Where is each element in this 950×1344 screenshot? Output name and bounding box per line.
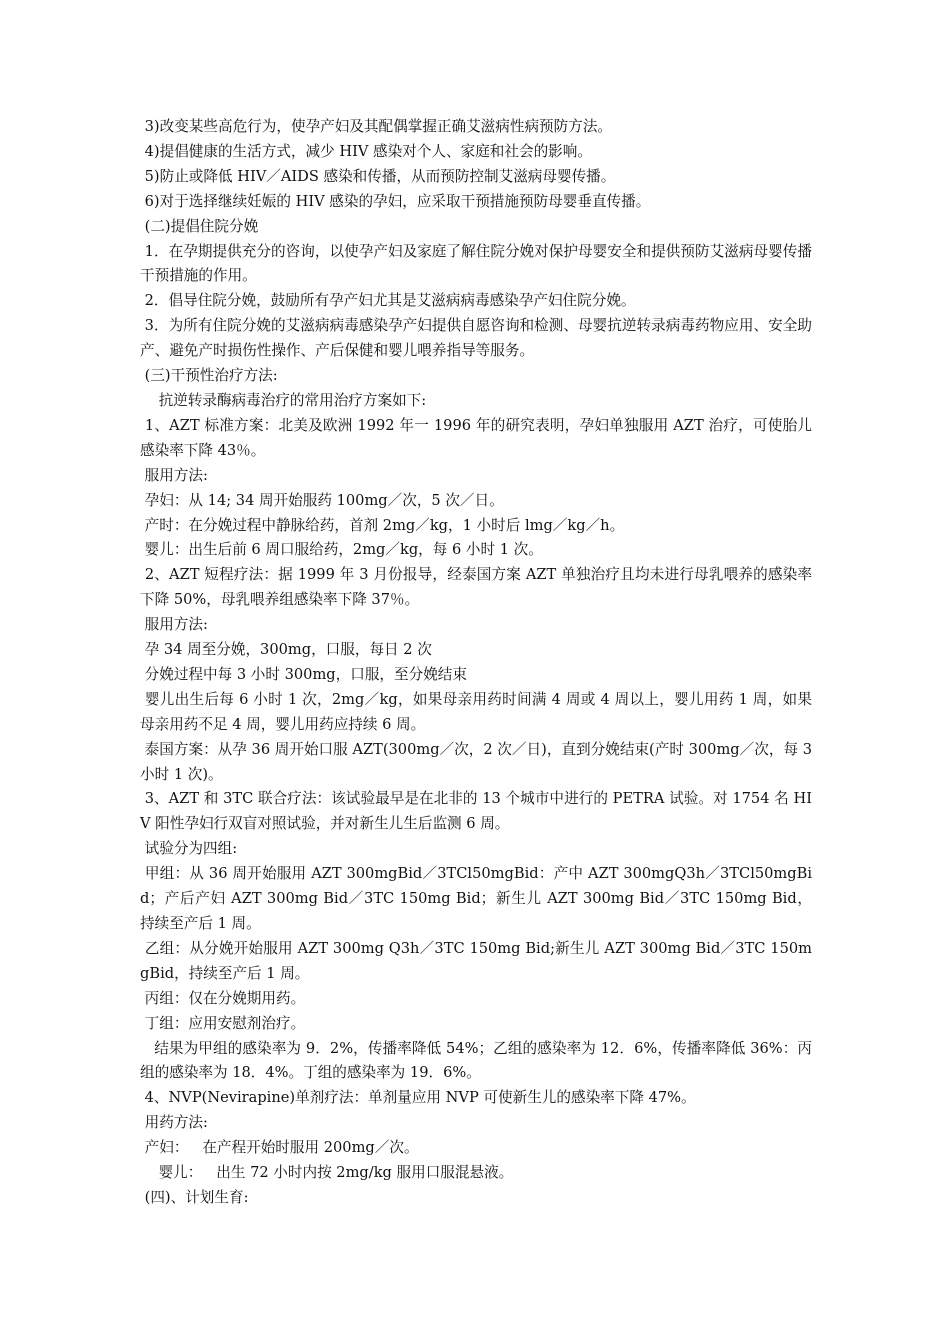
dosage-heading: 服用方法: [140, 616, 208, 634]
section-heading-family-planning: (四)、计划生育: [140, 1188, 249, 1206]
document-page [140, 115, 822, 1211]
thailand-regimen: 泰国方案：从孕 36 周开始口服 AZT(300mg／次，2 次／日)，直到分娩结束(产时 300mg／次，每 3 小时 1 次)。 [140, 740, 817, 783]
azt-standard-regimen: 1、AZT 标准方案：北美及欧洲 1992 年一 1996 年的研究表明，孕妇单独服用 AZT 治疗，可使胎儿感染率下降 43％。 [140, 416, 812, 459]
group-d: 丁组：应用安慰剂治疗。 [140, 1014, 306, 1032]
azt-short-course: 2、AZT 短程疗法：据 1999 年 3 月份报导，经泰国方案 AZT 单独治疗且均未进行母乳喂养的感染率下降 50%，母乳喂养组感染率下降 37％。 [140, 566, 813, 609]
dosage-pregnant: 孕妇：从 14; 34 周开始服药 100mg／次，5 次／日。 [140, 491, 504, 509]
medication-heading: 用药方法: [140, 1114, 208, 1132]
nvp-infant: 婴儿： 出生 72 小时内按 2mg/kg 服用口服混悬液。 [140, 1164, 514, 1182]
azt-3tc-combination: 3、AZT 和 3TC 联合疗法：该试验最早是在北非的 13 个城市中进行的 PETRA 试验。对 1754 名 HIV 阳性孕妇行双盲对照试验，并对新生儿生后监测 6 周。 [140, 790, 812, 833]
list-item-6-pregnancy: 6)对于选择继续妊娠的 HIV 感染的孕妇，应采取干预措施预防母婴垂直传播。 [140, 192, 651, 210]
dosage-delivery: 产时：在分娩过程中静脉给药，首剂 2mg／kg，1 小时后 lmg／kg／h。 [140, 516, 625, 534]
trial-results: 结果为甲组的感染率为 9．2%，传播率降低 54%；乙组的感染率为 12．6%，传播率降低 36%：丙组的感染率为 18．4%。丁组的感染率为 19．6%。 [140, 1039, 813, 1082]
section-heading-intervention: (三)干预性治疗方法: [140, 367, 278, 385]
list-item-3-behavior: 3)改变某些高危行为，使孕产妇及其配偶掌握正确艾滋病性病预防方法。 [140, 118, 613, 135]
hospital-item-2: 2．倡导住院分娩，鼓励所有孕产妇尤其是艾滋病病毒感染孕产妇住院分娩。 [140, 292, 636, 310]
intervention-intro: 抗逆转录酶病毒治疗的常用治疗方案如下: [140, 391, 427, 409]
short-course-infant: 婴儿出生后每 6 小时 1 次，2mg／kg，如果母亲用药时间满 4 周或 4 周以上，婴儿用药 1 周，如果母亲用药不足 4 周，婴儿用药应持续 6 周。 [140, 690, 813, 733]
short-course-pregnancy: 孕 34 周至分娩，300mg，口服，每日 2 次 [140, 641, 432, 659]
dosage-heading: 服用方法: [140, 466, 208, 484]
short-course-delivery: 分娩过程中每 3 小时 300mg，口服，至分娩结束 [140, 665, 467, 683]
group-a: 甲组：从 36 周开始服用 AZT 300mgBid／3TCl50mgBid：产中 AZT 300mgQ3h／3TCl50mgBid；产后产妇 AZT 300mg Bid／3TC 150mg Bid；新生儿 AZT 300mg Bid／3TC 150mg Bid， 持续至产后 1 周。 [140, 865, 822, 932]
hospital-item-3: 3．为所有住院分娩的艾滋病病毒感染孕产妇提供自愿咨询和检测、母婴抗逆转录病毒药物应用、安全助产、避免产时损伤性操作、产后保健和婴儿喂养指导等服务。 [140, 317, 812, 360]
group-b: 乙组：从分娩开始服用 AZT 300mg Q3h／3TC 150mg Bid;新生儿 AZT 300mg Bid／3TC 150mgBid，持续至产后 1 周。 [140, 939, 812, 982]
nvp-single-dose: 4、NVP(Nevirapine)单剂疗法：单剂量应用 NVP 可使新生儿的感染率下降 47%。 [140, 1089, 696, 1107]
group-c: 丙组：仅在分娩期用药。 [140, 989, 306, 1007]
dosage-infant: 婴儿：出生后前 6 周口服给药，2mg／kg，每 6 小时 1 次。 [140, 541, 543, 559]
list-item-5-prevention: 5)防止或降低 HIV／AIDS 感染和传播，从而预防控制艾滋病母婴传播。 [140, 167, 616, 185]
hospital-item-1: 1．在孕期提供充分的咨询，以使孕产妇及家庭了解住院分娩对保护母婴安全和提供预防艾滋病母婴传播干预措施的作用。 [140, 242, 812, 285]
list-item-4-lifestyle: 4)提倡健康的生活方式，减少 HIV 感染对个人、家庭和社会的影响。 [140, 142, 592, 160]
nvp-mother: 产妇： 在产程开始时服用 200mg／次。 [140, 1139, 419, 1157]
section-heading-hospital-delivery: (二)提倡住院分娩 [140, 217, 259, 235]
trial-groups-heading: 试验分为四组: [140, 840, 238, 858]
